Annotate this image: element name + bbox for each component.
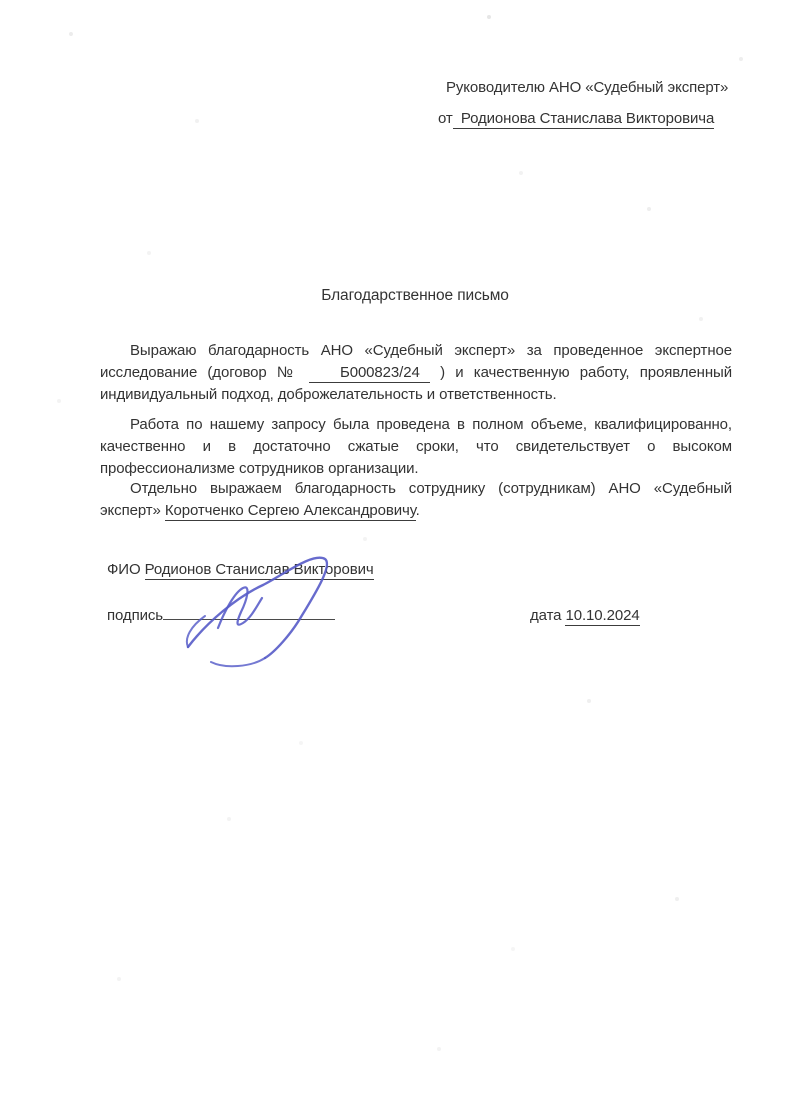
p3-text-after: .	[415, 502, 420, 519]
paragraph-employee-thanks	[100, 478, 732, 522]
document-title: Благодарственное письмо	[321, 287, 509, 304]
p1-text-before: Выражаю благодарность АНО «Судебный эксперт» за проведенное экспертное исследование (договор №	[100, 342, 732, 381]
from-line	[438, 108, 714, 130]
fio-label: ФИО	[107, 561, 145, 578]
contract-number-underlined: Б000823/24	[309, 364, 430, 381]
p1-text-after: ) и качественную работу, проявленный индивидуальный подход, доброжелательность и ответственность.	[100, 364, 732, 403]
date-label: дата	[530, 607, 566, 624]
paragraph-work-quality: Работа по нашему запросу была проведена в полном объеме, квалифицированно, качественно и в достаточно сжатые сроки, что свидетельствует о высоком профессионализме сотрудников организации.	[100, 416, 732, 477]
date-line	[530, 605, 640, 627]
paragraph-gratitude	[100, 340, 732, 406]
scan-speckles	[0, 0, 2, 2]
employee-name-underlined: Коротченко Сергею Александровичу	[164, 502, 416, 519]
from-label: от	[438, 110, 453, 127]
fio-line	[107, 559, 374, 581]
date-value-underlined: 10.10.2024	[565, 607, 640, 624]
signature-line	[107, 605, 335, 627]
p3-text-before: Отдельно выражаем благодарность сотруднику (сотрудникам) АНО «Судебный эксперт»	[100, 480, 732, 519]
signature-blank-line	[163, 606, 335, 620]
signature-label: подпись	[107, 607, 164, 624]
from-name-underlined: Родионова Станислава Викторовича	[452, 110, 715, 127]
recipient-line: Руководителю АНО «Судебный эксперт»	[446, 79, 729, 96]
fio-name-underlined: Родионов Станислав Викторович	[144, 561, 374, 578]
